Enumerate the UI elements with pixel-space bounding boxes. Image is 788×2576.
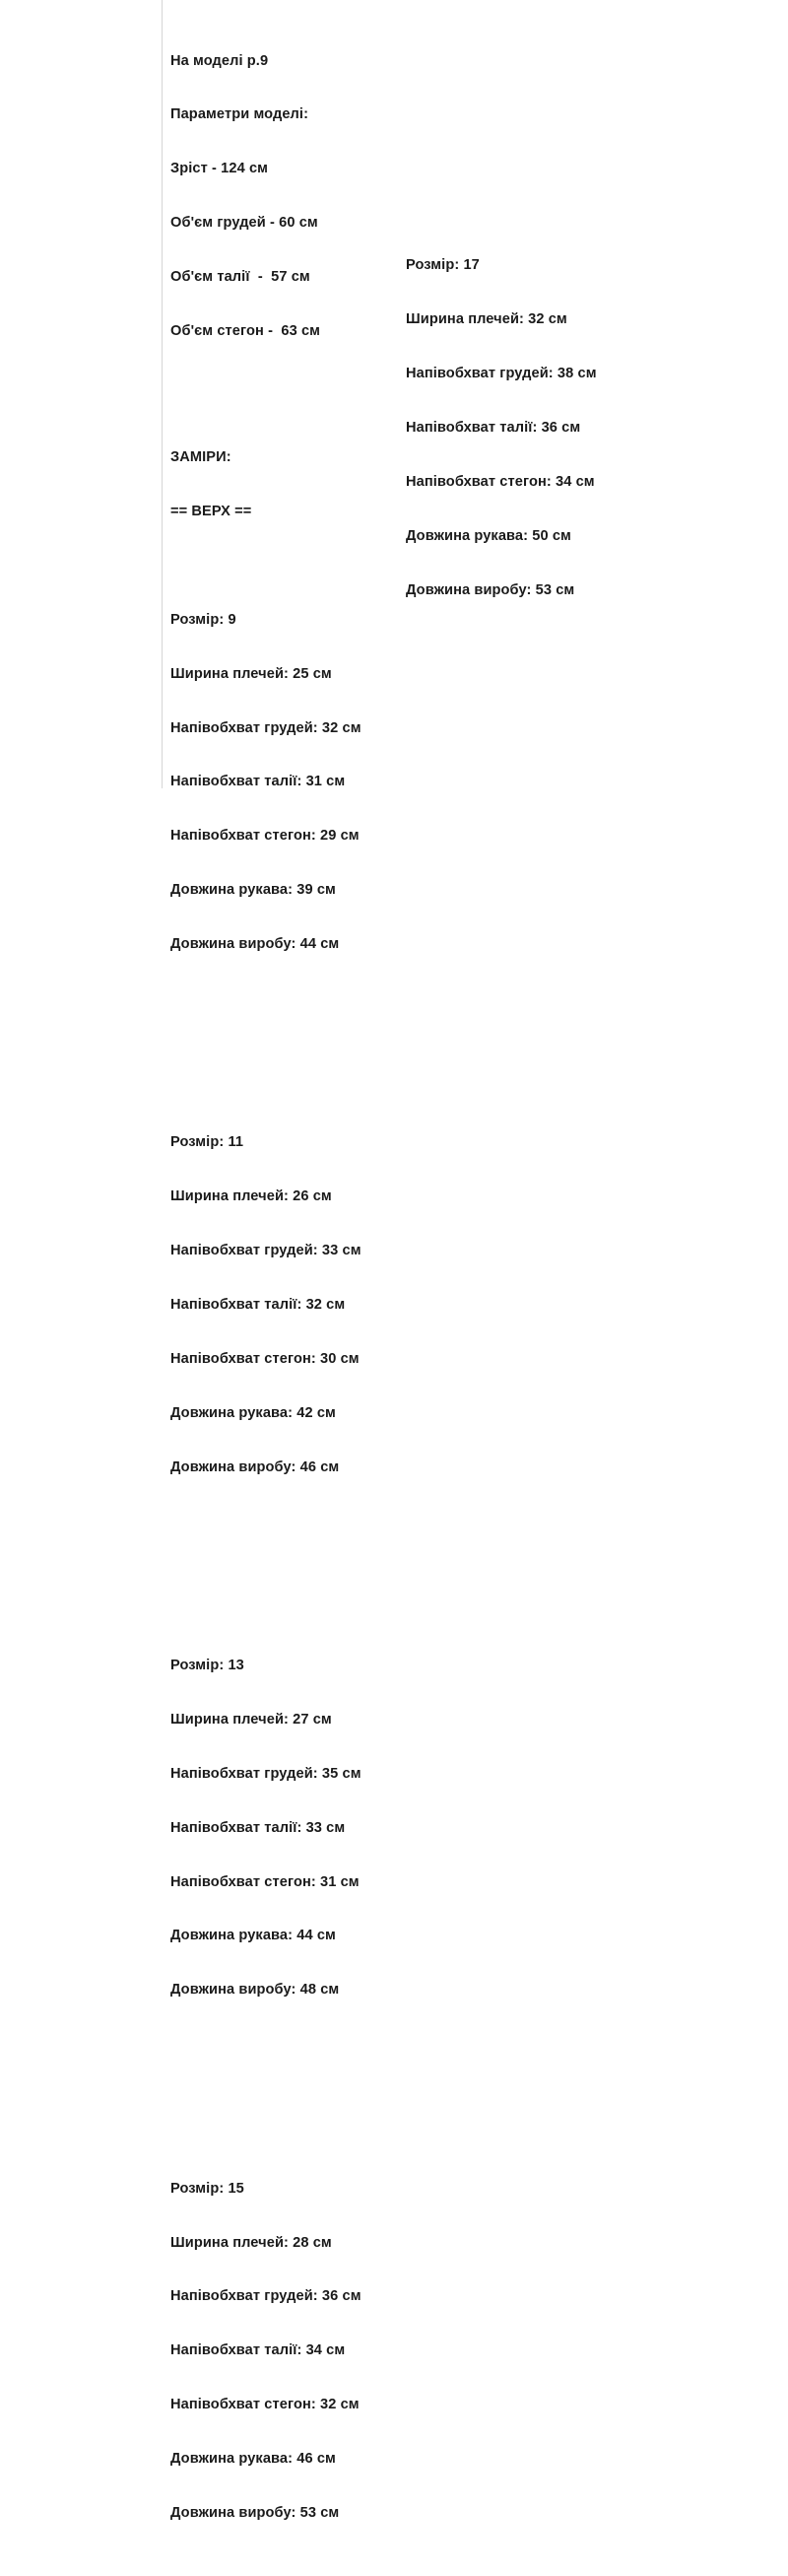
half-chest: Напівобхват грудей: 36 см [170,2288,361,2305]
half-waist: Напівобхват талії: 34 см [170,2342,346,2359]
half-chest: Напівобхват грудей: 38 см [406,365,597,381]
shoulder-width: Ширина плечей: 27 см [170,1711,332,1728]
model-param-chest: Об'єм грудей - 60 см [170,215,318,232]
size-block-9 [170,575,361,989]
size-block-13 [170,1620,361,2035]
model-param-hips: Об'єм стегон - 63 см [170,323,321,340]
half-chest: Напівобхват грудей: 35 см [170,1765,361,1782]
size-label: Розмір: 9 [170,611,236,628]
shoulder-width: Ширина плечей: 28 см [170,2234,332,2251]
half-waist: Напівобхват талії: 31 см [170,774,346,790]
model-size-heading: На моделі р.9 [170,52,269,69]
half-hips: Напівобхват стегон: 30 см [170,1350,360,1367]
garment-length: Довжина виробу: 44 см [170,936,340,953]
spacer [170,376,361,394]
size-block-17 [406,221,597,636]
garment-length: Довжина виробу: 53 см [170,2504,340,2521]
measurements-title: ЗАМІРИ: [170,449,231,466]
shoulder-width: Ширина плечей: 25 см [170,665,332,682]
shoulder-width: Ширина плечей: 32 см [406,311,567,328]
model-params-title: Параметри моделі: [170,106,309,123]
half-waist: Напівобхват талії: 33 см [170,1819,346,1836]
sleeve-length: Довжина рукава: 39 см [170,882,336,899]
size-block-11 [170,1098,361,1513]
spacer [170,1548,361,1566]
size-block-15 [170,2143,361,2558]
sleeve-length: Довжина рукава: 44 см [170,1928,336,1944]
size-label: Розмір: 17 [406,257,480,274]
left-divider-line [162,0,163,788]
half-chest: Напівобхват грудей: 33 см [170,1243,361,1259]
half-hips: Напівобхват стегон: 31 см [170,1873,360,1890]
half-chest: Напівобхват грудей: 32 см [170,719,361,736]
half-waist: Напівобхват талії: 32 см [170,1297,346,1314]
spacer [170,2071,361,2089]
size-label: Розмір: 11 [170,1134,244,1151]
garment-length: Довжина виробу: 46 см [170,1458,340,1475]
garment-length: Довжина виробу: 48 см [170,1982,340,1999]
half-hips: Напівобхват стегон: 32 см [170,2397,360,2413]
garment-length: Довжина виробу: 53 см [406,581,575,598]
sleeve-length: Довжина рукава: 46 см [170,2451,336,2468]
sleeve-length: Довжина рукава: 50 см [406,527,571,544]
measurements-section-top: == ВЕРХ == [170,504,252,520]
half-waist: Напівобхват талії: 36 см [406,419,581,436]
model-param-waist: Об'єм талії - 57 см [170,269,310,286]
half-hips: Напівобхват стегон: 29 см [170,828,360,845]
model-param-height: Зріст - 124 см [170,161,269,177]
half-hips: Напівобхват стегон: 34 см [406,473,595,490]
right-text-column [406,184,597,653]
size-label: Розмір: 13 [170,1658,244,1674]
left-text-column [170,16,361,2576]
size-label: Розмір: 15 [170,2180,244,2197]
shoulder-width: Ширина плечей: 26 см [170,1188,332,1205]
spacer [170,1026,361,1044]
sleeve-length: Довжина рукава: 42 см [170,1404,336,1421]
